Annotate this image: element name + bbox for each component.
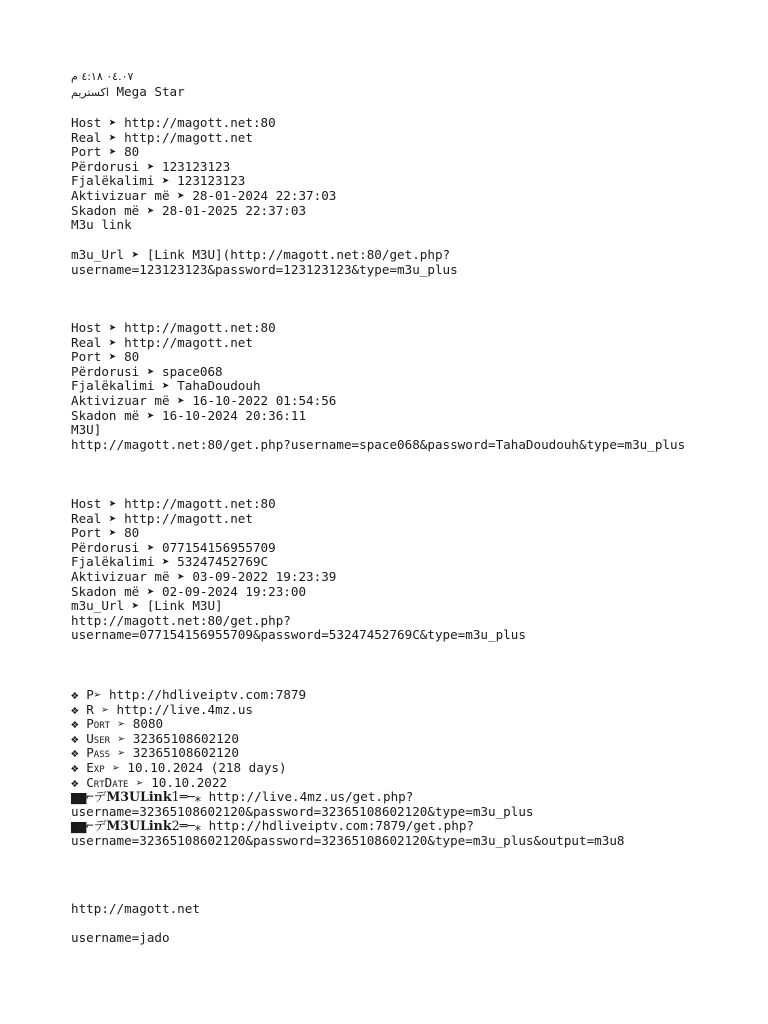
title-latin: Mega Star xyxy=(108,83,185,99)
m3u-url-line[interactable]: http://magott.net:80/get.php? xyxy=(71,612,291,628)
bullet-icon: ❖ xyxy=(71,701,79,717)
item-sep: ➢ xyxy=(128,774,152,790)
link-url[interactable]: http://hdliveiptv.com:7879/get.php? xyxy=(208,818,474,834)
item-label: Exp xyxy=(86,759,105,775)
item-value: 10.10.2024 (218 days) xyxy=(127,759,287,775)
block4-item xyxy=(71,703,731,718)
bullet-icon: ❖ xyxy=(71,774,79,790)
block2-line: Skadon më ➤ 16-10-2024 20:36:11 xyxy=(71,407,307,423)
m3u-url-line[interactable]: http://magott.net:80/get.php?username=space068&password=TahaDoudouh&type=m3u_plus xyxy=(71,436,686,452)
block1-line: Real ➤ http://magott.net xyxy=(71,129,253,145)
title-arabic: اكستريم xyxy=(71,85,109,99)
item-value: 32365108602120 xyxy=(132,745,239,761)
item-sep: ➢ xyxy=(110,730,133,746)
m3u-link-line[interactable]: username=32365108602120&password=32365108602120&type=m3u_plus xyxy=(71,803,534,819)
gun-icon: ▆▆⌐デ xyxy=(71,789,107,805)
header-block xyxy=(71,70,731,99)
bullet-icon: ❖ xyxy=(71,745,79,761)
date-text: ٠٤.٠٧ ٤:١٨ م xyxy=(71,70,134,83)
item-value: 8080 xyxy=(132,716,164,732)
item-value: http://live.4mz.us xyxy=(116,701,254,717)
title-line xyxy=(71,85,731,100)
block4-item xyxy=(71,776,731,791)
item-value: http://hdliveiptv.com:7879 xyxy=(108,687,307,702)
block2-line: Real ➤ http://magott.net xyxy=(71,334,253,350)
block1-line: Port ➤ 80 xyxy=(71,144,140,160)
block2-line: Port ➤ 80 xyxy=(71,349,140,365)
m3u-url-line[interactable]: m3u_Url ➤ [Link M3U](http://magott.net:80/get.php? xyxy=(71,247,451,262)
block2-line: M3U] xyxy=(71,422,102,438)
m3u-link-line[interactable]: username=32365108602120&password=32365108602120&type=m3u_plus&output=m3u8 xyxy=(71,832,625,848)
block1-line: Aktivizuar më ➤ 28-01-2024 22:37:03 xyxy=(71,187,337,203)
block2-line: Aktivizuar më ➤ 16-10-2022 01:54:56 xyxy=(71,392,337,408)
bullet-icon: ❖ xyxy=(71,730,79,746)
arrow-icon: ═─⁎ xyxy=(179,789,209,805)
link-num: 1 xyxy=(171,789,180,805)
account-block-2 xyxy=(71,321,731,452)
host-line[interactable]: http://magott.net xyxy=(71,901,200,916)
item-sep: ➢ xyxy=(93,687,109,702)
m3u-url-line[interactable]: username=077154156955709&password=53247452769C&type=m3u_plus xyxy=(71,627,526,643)
block3-line: Skadon më ➤ 02-09-2024 19:23:00 xyxy=(71,583,307,599)
account-block-1-url xyxy=(71,248,731,277)
account-block-5 xyxy=(71,902,731,917)
username-line: username=jado xyxy=(71,930,170,945)
m3u-link-line[interactable] xyxy=(71,790,731,805)
block4-item xyxy=(71,761,731,776)
bullet-icon: ❖ xyxy=(71,759,79,775)
item-label: CrtDate xyxy=(86,774,129,790)
block3-line: Host ➤ http://magott.net:80 xyxy=(71,496,276,511)
link-name: M3ULink xyxy=(106,789,172,805)
block4-item xyxy=(71,717,731,732)
link-name: M3ULink xyxy=(106,818,172,834)
m3u-link-line[interactable] xyxy=(71,819,731,834)
block3-line: Aktivizuar më ➤ 03-09-2022 19:23:39 xyxy=(71,568,337,584)
block1-line: Host ➤ http://magott.net:80 xyxy=(71,115,276,130)
date-line xyxy=(71,70,731,85)
block4-item xyxy=(71,732,731,747)
account-block-3 xyxy=(71,497,731,643)
block1-line: M3u link xyxy=(71,217,132,233)
block2-line: Host ➤ http://magott.net:80 xyxy=(71,320,276,335)
item-value: 10.10.2022 xyxy=(151,774,228,790)
block4-item xyxy=(71,746,731,761)
item-label: R xyxy=(86,701,94,717)
gun-icon: ▆▆⌐デ xyxy=(71,818,107,834)
item-label: P xyxy=(86,687,94,702)
item-sep: ➢ xyxy=(110,745,133,761)
block1-line: Skadon më ➤ 28-01-2025 22:37:03 xyxy=(71,202,307,218)
block3-line: Fjalëkalimi ➤ 53247452769C xyxy=(71,554,269,570)
arrow-icon: ═─⁎ xyxy=(179,818,209,834)
account-block-4 xyxy=(71,688,731,849)
block2-line: Përdorusi ➤ space068 xyxy=(71,363,223,379)
block3-line: Port ➤ 80 xyxy=(71,525,140,541)
link-url[interactable]: http://live.4mz.us/get.php? xyxy=(208,789,414,805)
block3-line: m3u_Url ➤ [Link M3U] xyxy=(71,598,223,614)
item-sep: ➢ xyxy=(104,759,128,775)
account-block-5-user xyxy=(71,931,731,946)
link-num: 2 xyxy=(171,818,180,834)
item-label: User xyxy=(86,730,111,746)
block4-item xyxy=(71,688,731,703)
item-sep: ➢ xyxy=(110,716,133,732)
account-block-1 xyxy=(71,116,731,233)
block3-line: Përdorusi ➤ 077154156955709 xyxy=(71,539,276,555)
item-value: 32365108602120 xyxy=(132,730,239,746)
bullet-icon: ❖ xyxy=(71,687,79,702)
item-sep: ➢ xyxy=(93,701,117,717)
item-label: Port xyxy=(86,716,111,732)
m3u-url-line[interactable]: username=123123123&password=123123123&type=m3u_plus xyxy=(71,261,458,277)
block2-line: Fjalëkalimi ➤ TahaDoudouh xyxy=(71,378,261,394)
block1-line: Fjalëkalimi ➤ 123123123 xyxy=(71,173,246,189)
bullet-icon: ❖ xyxy=(71,716,79,732)
block1-line: Përdorusi ➤ 123123123 xyxy=(71,158,231,174)
item-label: Pass xyxy=(86,745,111,761)
block3-line: Real ➤ http://magott.net xyxy=(71,510,253,526)
